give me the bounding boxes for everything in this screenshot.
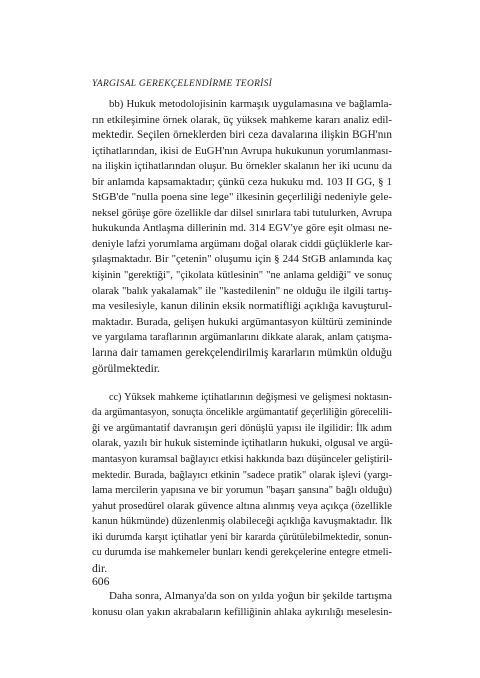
- text-line: rın etkileşimine örnek olarak, üç yüksek mahkeme kararı analiz edil-: [92, 113, 392, 126]
- text-line: görülmektedir.: [92, 362, 160, 376]
- text-line: ği ve argümantatif davranışın geri dönüşlü yapısı ile ilgilidir: İlk adım: [92, 422, 392, 434]
- text-line: iki durumda karşıt içtihatlar yeni bir kararda çürütülebilmektedir, sonun-: [92, 531, 392, 543]
- text-line: cc) Yüksek mahkeme içtihatlarının değişmesi ve gelişmesi noktasın-: [109, 391, 392, 403]
- text-line: larına dair tamamen gerekçelendirilmiş kararların mümkün olduğu: [92, 346, 392, 359]
- text-line: ma vesilesiyle, kanun dilinin eksik normatifliği açıklığa kavuşturul-: [92, 300, 392, 313]
- running-header: YARGISAL GEREKÇELENDİRME TEORİSİ: [92, 79, 273, 89]
- text-line: mantasyon kuramsal bağlayıcı etkisi hakkında bazı düşünceler geliştiril-: [92, 454, 393, 466]
- text-line: bb) Hukuk metodolojisinin karmaşık uygulamasına ve bağlamla-: [109, 98, 392, 110]
- text-line: yahut prosedürel olarak güvence altına alınmış veya açıkça (özellikle: [92, 499, 392, 512]
- text-line: ve yargılama taraflarının argümanlarını dikkate alarak, anlam çatışma-: [92, 332, 392, 344]
- text-line: mektedir. Seçilen örneklerden biri ceza davalarına ilişkin BGH'nın: [92, 129, 392, 142]
- text-line: bir anlamda kapsamaktadır; çünkü ceza hukuku md. 103 II GG, § 1: [92, 175, 392, 188]
- text-line: kanun hükmünde) düzenlenmiş olabileceği açıklığa kavuşmaktadır. İlk: [92, 516, 392, 528]
- text-line: konusu olan yakın akrabaların kefilliğinin ahlaka aykırılığı meselesin-: [92, 606, 392, 618]
- text-line: StGB'de "nulla poena sine lege" ilkesinin geçerliliği nedeniyle gele-: [92, 191, 392, 204]
- text-line: cu durumda ise mahkemeler bunları kendi gerekçelerine entegre etmeli-: [92, 547, 392, 559]
- text-line: olarak, yazılı bir hukuk sisteminde içtihatların hukuki, olgusal ve argü-: [92, 438, 393, 450]
- text-line: içtihatlarından, ikisi de EuGH'nın Avrupa hukukunun yorumlanması-: [92, 144, 392, 157]
- paragraph-spacer: [92, 377, 392, 390]
- text-line: şılaşmaktadır. Bir "çetenin" oluşumu için § 244 StGB anlamında kaç: [92, 253, 392, 266]
- text-line: hukukunda Antlaşma dillerinin md. 314 EGV'ye göre eşit olması ne-: [92, 222, 392, 235]
- text-line: Daha sonra, Almanya'da son on yılda yoğun bir şekilde tartışma: [109, 590, 392, 603]
- text-line: da argümantasyon, sonuçta öncelikle argümantatif geçerliliğin görecelili-: [92, 407, 392, 419]
- text-line: neksel görüşe göre özellikle dar dilsel sınırlara tabi tutulurken, Avrupa: [92, 207, 392, 219]
- text-line: dir.: [92, 561, 108, 575]
- paragraph-daha-sonra: [92, 589, 392, 620]
- text-line: mektedir. Burada, bağlayıcı etkinin "sadece pratik" olarak işlevi (yargı-: [92, 469, 392, 481]
- paragraph-spacer: [92, 576, 392, 589]
- paragraph-bb: [92, 97, 392, 377]
- text-line: olarak "balık yakalamak" ile "kastedilenin" ne olduğu ile ilgili tartış-: [92, 284, 392, 297]
- page-number: 606: [92, 575, 110, 588]
- paragraph-cc: [92, 390, 392, 577]
- text-line: kişinin "gerektiği", "çikolata kütlesinin" "ne anlama geldiği" ve sonuç: [92, 270, 392, 282]
- text-line: lama mercilerin yapısına ve bir yorumun "başarı şansına" bağlı olduğu): [92, 485, 392, 497]
- text-line: maktadır. Burada, gelişen hukuki argümantasyon kültürü zemininde: [92, 315, 392, 328]
- text-line: na ilişkin içtihatlarından oluşur. Bu örnekler skalanın her iki ucunu da: [92, 161, 392, 173]
- text-line: deniyle lafzi yorumlama argümanı doğal olarak ciddi güçlüklerle kar-: [92, 237, 393, 250]
- body-text: [92, 97, 392, 621]
